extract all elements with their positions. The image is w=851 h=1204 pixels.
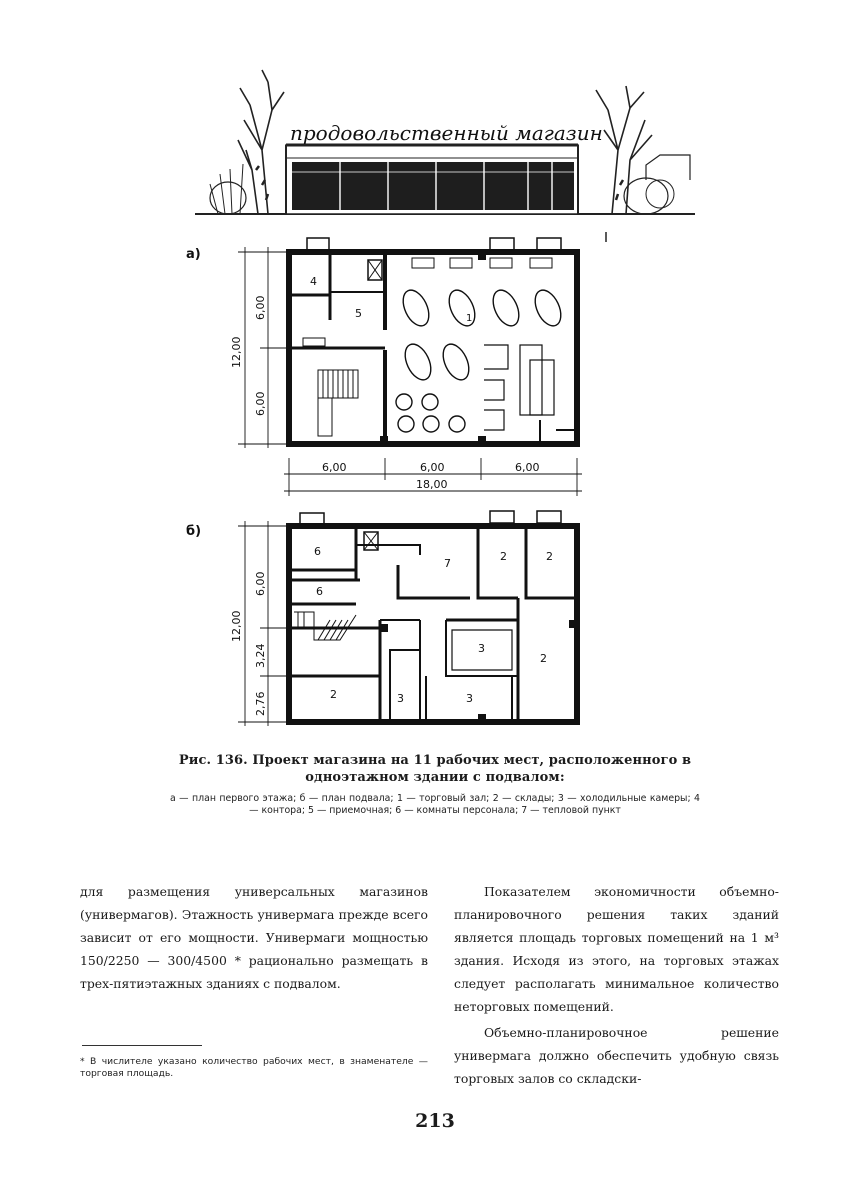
page-number: 213 [415, 1110, 455, 1132]
shop-facade-sketch [195, 70, 695, 242]
plan-b-room-3b: 3 [397, 692, 404, 705]
right-column-paragraph-2: Объемно-планировочное решение универмага должно обеспечить удобную связь торговых залов со складски- [454, 1025, 779, 1086]
plan-b-room-6b: 6 [316, 585, 323, 598]
plan-b-label: б) [186, 524, 202, 539]
plan-b-room-2a: 2 [500, 550, 507, 563]
plan-a-label: а) [186, 247, 201, 262]
plan-b-room-3a: 3 [478, 642, 485, 655]
plan-b-dim-12: 12,00 [230, 610, 243, 642]
plan-a-room-5: 5 [355, 307, 362, 320]
left-column-text [80, 880, 428, 995]
vehicle-sketch [646, 155, 690, 180]
plan-a-ground-floor [289, 238, 577, 444]
shop-sign: продовольственный магазин [290, 121, 603, 145]
plan-a-dim-h3: 6,00 [515, 461, 540, 474]
plan-b-dim-2-76: 2,76 [254, 691, 267, 716]
plan-b-dim-6: 6,00 [254, 571, 267, 596]
plan-a-dim-12: 12,00 [230, 336, 243, 368]
plan-b-room-7: 7 [444, 557, 451, 570]
plan-b-room-2c: 2 [540, 652, 547, 665]
plan-b-room-6a: 6 [314, 545, 321, 558]
figure-caption-legend: а — план первого этажа; б — план подвала; 1 — торговый зал; 2 — склады; 3 — холодильные камеры; 4 — контора; 5 — приемочная; 6 — комнаты персонала; 7 — тепловой пункт [170, 793, 700, 816]
plan-a-dim-h2: 6,00 [420, 461, 445, 474]
plan-b-room-2b: 2 [546, 550, 553, 563]
footnote-rule [82, 1045, 202, 1046]
figure-caption-title: Рис. 136. Проект магазина на 11 рабочих мест, расположенного в одноэтажном здании с подвалом: [178, 753, 692, 785]
right-column-paragraph-1: Показателем экономичности объемно-планировочного решения таких зданий является площадь торговых помещений на 1 м³ здания. Исходя из этого, на торговых этажах следует располагать минимальное количество неторговых помещений. [454, 884, 779, 1014]
right-column-text [454, 880, 779, 1090]
shop-building [286, 145, 578, 214]
plan-a-dim-6-upper: 6,00 [254, 295, 267, 320]
left-column-paragraph: для размещения универсальных магазинов (универмагов). Этажность универмага прежде всего зависит от его мощности. Универмаги мощностью 150/2250 — 300/4500 * рационально размещать в трех-пятиэтажных зданиях с подвалом. [80, 884, 428, 991]
plan-b-room-3c: 3 [466, 692, 473, 705]
footnote: * В числителе указано количество рабочих мест, в знаменателе — торговая площадь. [80, 1056, 428, 1079]
plan-a-dim-6-lower: 6,00 [254, 391, 267, 416]
plan-a-dim-h1: 6,00 [322, 461, 347, 474]
plan-b-dimension-labels [230, 572, 267, 717]
plan-b-room-2d: 2 [330, 688, 337, 701]
plan-a-dim-total: 18,00 [416, 478, 448, 491]
right-tree [596, 86, 674, 214]
plan-a-room-4: 4 [310, 275, 317, 288]
plan-b-basement [289, 511, 577, 722]
plan-a-room-1: 1 [466, 313, 473, 324]
plan-b-dim-3-24: 3,24 [254, 643, 267, 668]
left-tree [210, 70, 284, 214]
